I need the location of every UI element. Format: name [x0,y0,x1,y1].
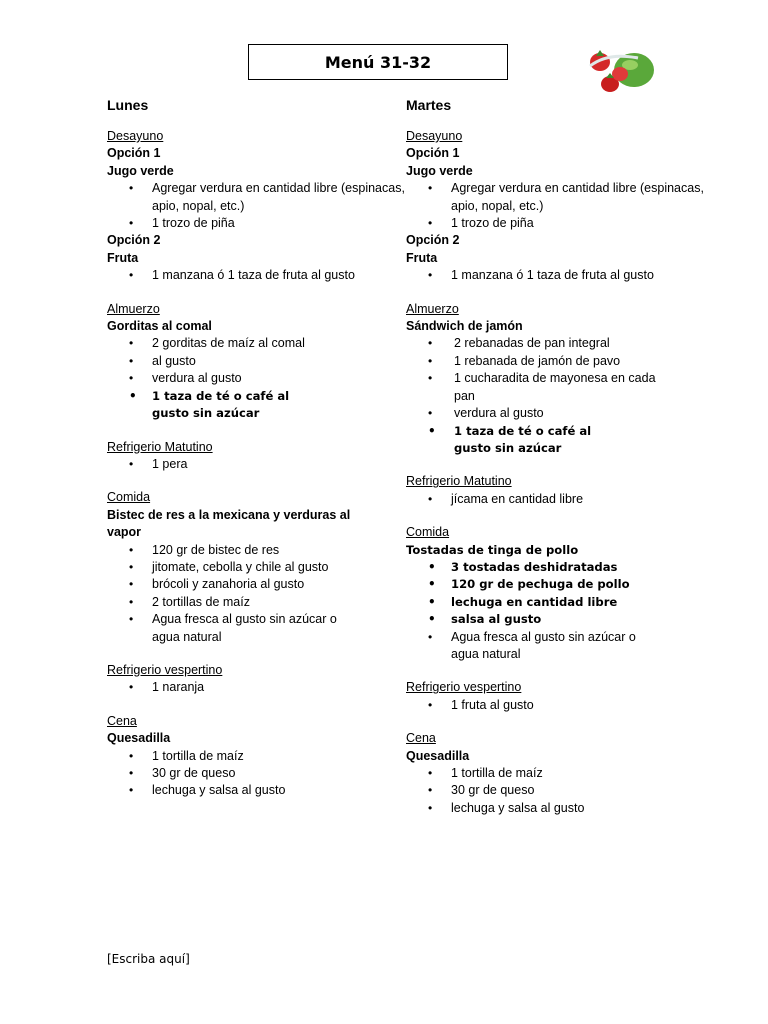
list-item: • 3 tostadas deshidratadas [406,559,706,576]
column-lunes [107,96,407,816]
meal-desayuno [406,128,706,285]
list-item: • Agregar verdura en cantidad libre (espinacas, apio, nopal, etc.) [406,180,706,215]
list-item: • 2 gorditas de maíz al comal [107,335,407,352]
meal-title: Cena [107,713,137,728]
menu-title: Menú 31-32 [248,44,508,80]
item-list [406,267,706,284]
column-martes [406,96,706,833]
item-list [406,559,706,663]
list-item: • Agregar verdura en cantidad libre (espinacas, apio, nopal, etc.) [107,180,407,215]
list-item: • 30 gr de queso [107,765,407,782]
footer-placeholder[interactable]: [Escriba aquí] [107,952,190,966]
meal-title: Refrigerio vespertino [406,680,522,695]
dish-name: Jugo verde [406,163,473,178]
meal-title: Refrigerio vespertino [107,662,223,677]
meal-title: Almuerzo [107,301,160,316]
dish-name: Quesadilla [406,748,470,763]
list-item: • lechuga y salsa al gusto [406,800,706,817]
list-item: • lechuga y salsa al gusto [107,782,407,799]
list-item: • 1 cucharadita de mayonesa en cada pan [406,370,664,405]
meal-comida [107,489,407,646]
list-item: • 1 rebanada de jamón de pavo [406,353,706,370]
list-item: • al gusto [107,353,407,370]
list-item: • 30 gr de queso [406,782,706,799]
list-item: • 1 fruta al gusto [406,697,706,714]
list-item: • 1 trozo de piña [406,215,706,232]
meal-desayuno [107,128,407,285]
list-item: • 1 manzana ó 1 taza de fruta al gusto [406,267,706,284]
option-label: Opción 1 [406,146,460,161]
list-item: • Agua fresca al gusto sin azúcar o agua natural [107,611,362,646]
meal-refrigerio-matutino [406,473,706,508]
list-item: • 1 trozo de piña [107,215,407,232]
item-list [107,748,407,800]
meal-cena [107,713,407,800]
meal-almuerzo [107,301,407,423]
dish-name: Fruta [107,250,139,265]
list-item: • 1 taza de té o café al gusto sin azúcar [406,423,624,458]
meal-title: Refrigerio Matutino [107,439,213,454]
list-item: • 120 gr de pechuga de pollo [406,576,706,593]
dish-name: Jugo verde [107,163,174,178]
item-list [406,180,706,232]
list-item: • Agua fresca al gusto sin azúcar o agua natural [406,629,661,664]
meal-title: Desayuno [107,129,164,143]
list-item: • 1 manzana ó 1 taza de fruta al gusto [107,267,407,284]
list-item: • jitomate, cebolla y chile al gusto [107,559,407,576]
dish-name: Sándwich de jamón [406,319,523,334]
day-heading: Lunes [107,97,149,113]
list-item: • 1 taza de té o café al gusto sin azúcar [107,388,322,423]
meal-title: Comida [406,525,450,540]
meal-almuerzo [406,301,706,458]
item-list [406,697,706,714]
list-item: • salsa al gusto [406,611,706,628]
option-label: Opción 1 [107,146,161,161]
option-label: Opción 2 [406,233,460,248]
meal-title: Refrigerio Matutino [406,474,512,489]
item-list [107,267,407,284]
option-label: Opción 2 [107,233,161,248]
day-heading: Martes [406,97,452,113]
meal-refrigerio-matutino [107,439,407,474]
dish-name: Gorditas al comal [107,319,212,334]
list-item: • 1 tortilla de maíz [107,748,407,765]
item-list [107,456,407,473]
list-item: • 2 tortillas de maíz [107,594,407,611]
meal-title: Almuerzo [406,301,459,316]
meal-title: Comida [107,490,151,505]
item-list [107,180,407,232]
item-list [406,765,706,817]
item-list [107,679,407,696]
list-item: • 1 naranja [107,679,407,696]
list-item: • jícama en cantidad libre [406,491,706,508]
item-list [107,335,407,422]
list-item: • 1 tortilla de maíz [406,765,706,782]
meal-refrigerio-vespertino [406,679,706,714]
dish-name: Fruta [406,250,438,265]
dish-name: Tostadas de tinga de pollo [406,542,579,557]
list-item: • 120 gr de bistec de res [107,542,407,559]
list-item: • brócoli y zanahoria al gusto [107,576,407,593]
item-list [406,335,706,457]
item-list [406,491,706,508]
meal-refrigerio-vespertino [107,662,407,697]
meal-comida [406,524,706,663]
meal-title: Cena [406,731,436,746]
dish-name: Bistec de res a la mexicana y verduras al vapor [107,507,351,540]
list-item: • verdura al gusto [107,370,407,387]
list-item: • 1 pera [107,456,407,473]
fruit-illustration-icon [578,44,658,96]
item-list [107,542,407,646]
list-item: • lechuga en cantidad libre [406,594,706,611]
list-item: • verdura al gusto [406,405,706,422]
meal-cena [406,730,706,817]
meal-title: Desayuno [406,129,463,143]
dish-name: Quesadilla [107,731,171,746]
list-item: • 2 rebanadas de pan integral [406,335,706,352]
